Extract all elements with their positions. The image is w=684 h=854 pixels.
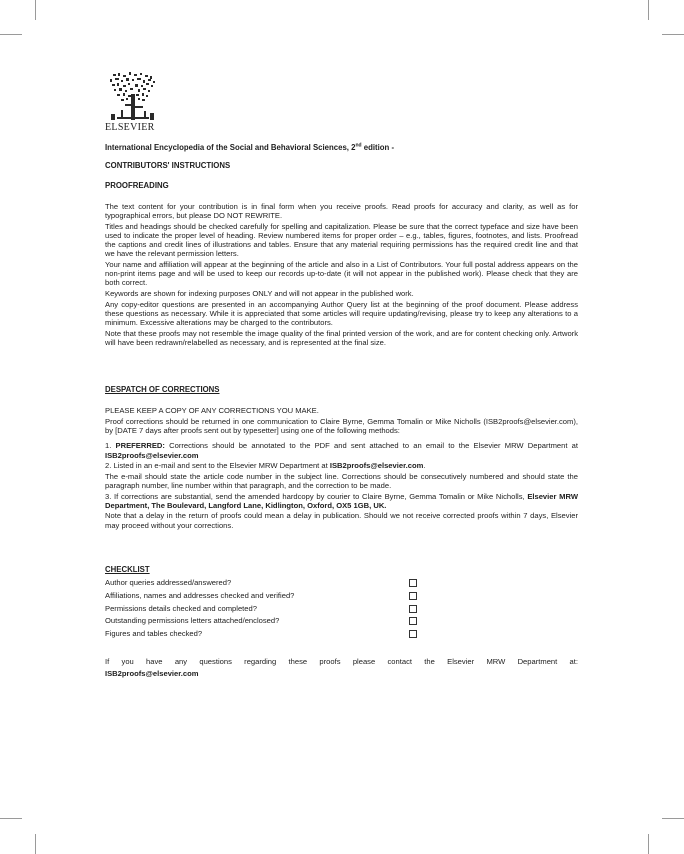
checkbox[interactable]	[409, 617, 417, 625]
checkbox[interactable]	[409, 630, 417, 638]
checklist-item	[105, 603, 578, 616]
method-2-detail: The e-mail should state the article code number in the subject line. Corrections should be consecutively numbered and should state the paragraph number, line number within that paragraph, and the correction to be made.	[105, 471, 578, 490]
proofs-email-link[interactable]: ISB2proofs@elsevier.com	[105, 450, 199, 460]
crop-mark	[0, 818, 22, 819]
paragraph: Titles and headings should be checked carefully for spelling and capitalization. Please be sure that the correct typeface and size have been used to indicate the proper level of heading. Review numbered items for proper order – e.g., tables, figures, footnotes, and lists. Proofread the captions and credit lines of illustrations and tables. Ensure that any material requiring permissions has the required credit line and that we have the relevant permission letters.	[105, 221, 578, 259]
document-subtitle: CONTRIBUTORS' INSTRUCTIONS	[105, 161, 231, 170]
crop-mark	[662, 818, 684, 819]
title-superscript: nd	[355, 142, 362, 149]
checklist-item	[105, 577, 578, 590]
paragraph: Keywords are shown for indexing purposes ONLY and will not appear in the published work.	[105, 289, 414, 298]
crop-mark	[35, 0, 36, 20]
checklist-label: Author queries addressed/answered?	[105, 578, 232, 587]
proofs-email-link[interactable]: ISB2proofs@elsevier.com	[329, 461, 424, 471]
crop-mark	[35, 834, 36, 854]
checklist-label: Outstanding permissions letters attached/enclosed?	[105, 616, 280, 626]
keep-copy-note: PLEASE KEEP A COPY OF ANY CORRECTIONS YOU MAKE.	[105, 406, 319, 415]
paragraph: Any copy-editor questions are presented in an accompanying Author Query list at the beginning of the proof document. Please address these questions as necessary. While it is appreciated that some articles will require updating/revising, please try to keep any alterations to a minimum. Excessive alterations may be charged to the contributors.	[105, 299, 578, 327]
method-3	[105, 492, 578, 510]
proofreading-heading: PROOFREADING	[105, 181, 169, 190]
method-text: Corrections should be annotated to the PDF and sent attached to an email to the Elsevier MRW Department at	[164, 441, 578, 451]
contact-note: If you have any questions regarding these proofs please contact the Elsevier MRW Department at:	[105, 657, 578, 666]
checklist-heading: CHECKLIST	[105, 565, 150, 574]
paragraph: The text content for your contribution is in final form when you receive proofs. Read proofs for accuracy and clarity, as well as for typographical errors, but please DO NOT REWRITE.	[105, 202, 578, 221]
period: .	[423, 461, 426, 471]
preferred-label: PREFERRED:	[115, 441, 165, 451]
title-suffix: edition -	[361, 143, 395, 152]
crop-mark	[662, 34, 684, 35]
despatch-section	[105, 406, 578, 531]
checkbox[interactable]	[409, 605, 417, 613]
method-number: 1.	[105, 441, 112, 451]
checklist-item	[105, 590, 578, 603]
delay-note: Note that a delay in the return of proofs could mean a delay in publication. Should we not receive corrected proofs within 7 days, Elsevier may proceed without your corrections.	[105, 511, 578, 530]
crop-mark	[648, 834, 649, 854]
checklist-label: Affiliations, names and addresses checked and verified?	[105, 590, 295, 600]
courier-address: Elsevier MRW Department, The Boulevard, Langford Lane, Kidlington, Oxford, OX5 1GB, UK.	[105, 491, 578, 510]
checklist	[105, 577, 578, 641]
method-text: 3. If corrections are substantial, send the amended hardcopy by courier to Claire Byrne, Gemma Tomalin or Mike Nicholls,	[105, 491, 528, 501]
despatch-intro: Proof corrections should be returned in one communication to Claire Byrne, Gemma Tomalin or Mike Nicholls (ISB2proofs@elsevier.com), by [DATE 7 days after proofs sent out by typesetter] using one of the following methods:	[105, 416, 578, 435]
document-title	[105, 143, 578, 152]
publisher-logo-text: ELSEVIER	[105, 122, 155, 133]
checklist-item	[105, 628, 578, 641]
method-2	[105, 461, 578, 470]
checklist-label: Figures and tables checked?	[105, 629, 203, 639]
contact-email-link[interactable]: ISB2proofs@elsevier.com	[105, 669, 199, 678]
proofreading-section	[105, 202, 578, 348]
paragraph: Your name and affiliation will appear at the beginning of the article and also in a List of Contributors. Your full postal address appears on the non-print items page and will be used to keep our records up-to-date (it will not appear in the published work). Please check that they are both correct.	[105, 260, 578, 288]
paragraph: Note that these proofs may not resemble the image quality of the final printed version of the work, and are for content checking only. Artwork will have been redrawn/relabelled as necessary, and is represented at the final size.	[105, 328, 578, 347]
despatch-heading: DESPATCH OF CORRECTIONS	[105, 385, 220, 394]
method-text: 2. Listed in an e-mail and sent to the Elsevier MRW Department at	[105, 461, 330, 471]
crop-mark	[648, 0, 649, 20]
checklist-item	[105, 615, 578, 628]
method-1	[105, 441, 578, 459]
checklist-label: Permissions details checked and completed?	[105, 603, 257, 613]
checkbox[interactable]	[409, 579, 417, 587]
crop-mark	[0, 34, 22, 35]
checkbox[interactable]	[409, 592, 417, 600]
title-text: International Encyclopedia of the Social and Behavioral Sciences, 2	[105, 143, 356, 152]
